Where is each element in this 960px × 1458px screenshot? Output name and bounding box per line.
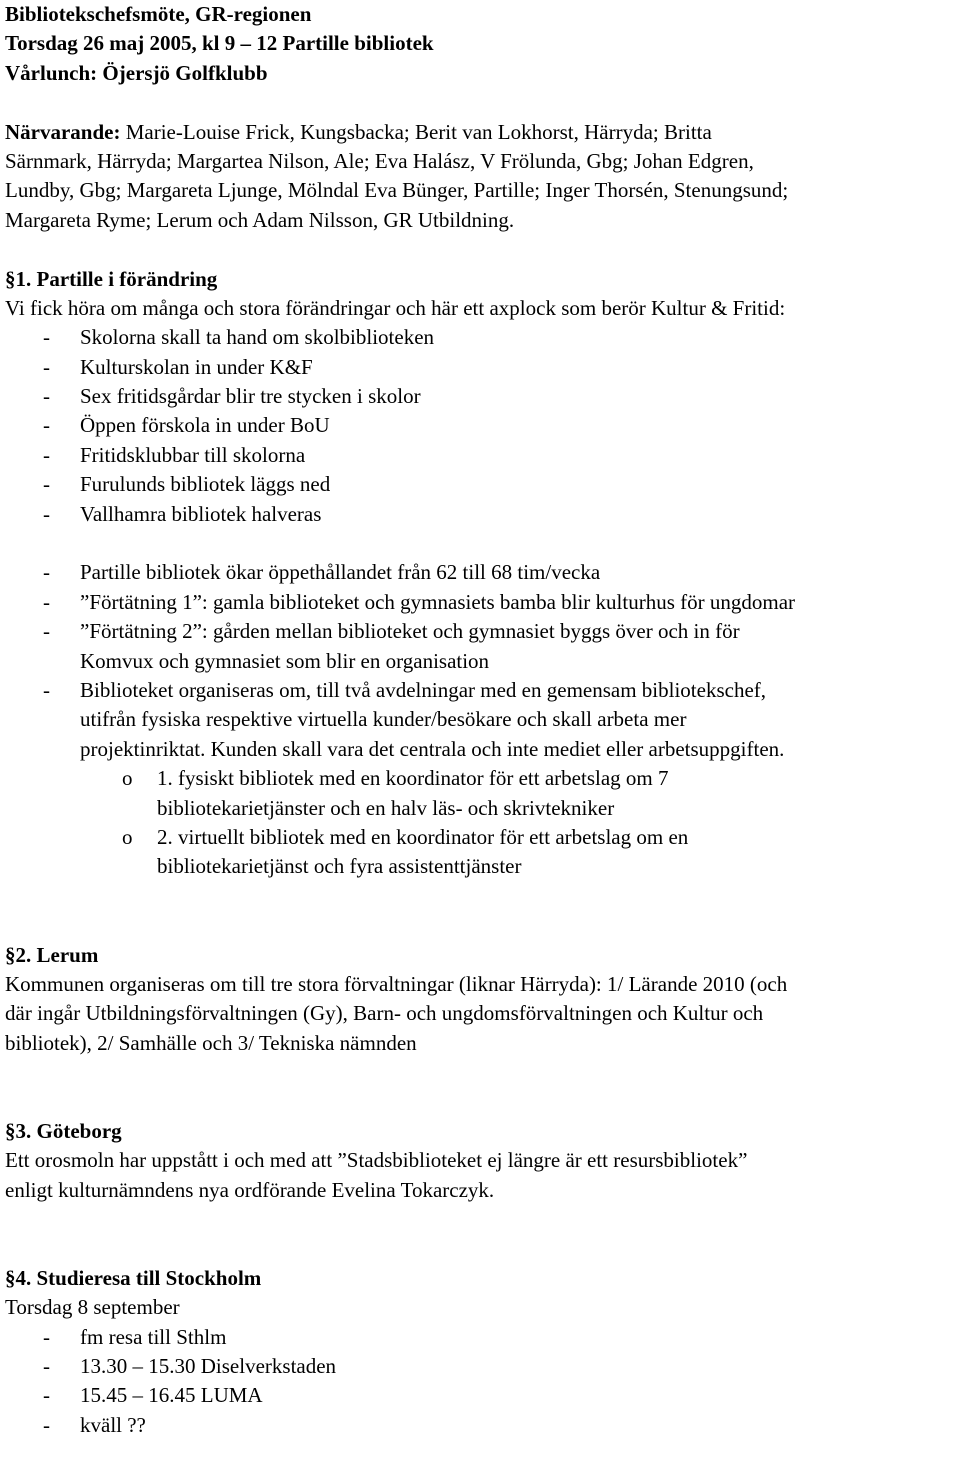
section-1-heading: §1. Partille i förändring <box>5 266 218 291</box>
sub-list-item: o 1. fysiskt bibliotek med en koordinator för ett arbetslag om 7 <box>5 764 960 793</box>
section-1-list-a <box>5 323 960 529</box>
list-item: - ”Förtätning 2”: gården mellan biblioteket och gymnasiet byggs över och in för <box>43 619 740 644</box>
list-item: - Biblioteket organiseras om, till två avdelningar med en gemensam bibliotekschef, <box>43 677 767 702</box>
section-4-heading: §4. Studieresa till Stockholm <box>5 1265 262 1290</box>
lunch-location: Vårlunch: Öjersjö Golfklubb <box>5 60 268 85</box>
list-item: - fm resa till Sthlm <box>43 1324 227 1349</box>
list-item: - 15.45 – 16.45 LUMA <box>43 1383 263 1408</box>
list-item: - Furulunds bibliotek läggs ned <box>43 472 331 497</box>
section-1-list-b <box>5 558 960 881</box>
list-item-continuation: utifrån fysiska respektive virtuella kunder/besökare och skall arbeta mer <box>80 707 687 732</box>
section-3-text: enligt kulturnämndens nya ordförande Evelina Tokarczyk. <box>5 1177 495 1202</box>
meeting-date: Torsdag 26 maj 2005, kl 9 – 12 Partille bibliotek <box>5 31 434 56</box>
circle-bullet-icon: o <box>122 824 133 849</box>
list-item: - Partille bibliotek ökar öppethållandet från 62 till 68 tim/vecka <box>43 560 601 585</box>
list-item: - Kulturskolan in under K&F <box>43 354 313 379</box>
sub-list-item-continuation: bibliotekarietjänst och fyra assistenttjänster <box>157 854 522 879</box>
section-1-intro: Vi fick höra om många och stora förändringar och här ett axplock som berör Kultur & Fritid: <box>5 295 786 320</box>
list-item-continuation: Komvux och gymnasiet som blir en organisation <box>80 648 490 673</box>
list-item: - Vallhamra bibliotek halveras <box>43 501 322 526</box>
section-4-date: Torsdag 8 september <box>5 1295 180 1320</box>
circle-bullet-icon: o <box>122 766 133 791</box>
list-item: - ”Förtätning 1”: gamla biblioteket och gymnasiets bamba blir kulturhus för ungdomar <box>43 589 796 614</box>
attendees-line-1: Närvarande: Marie-Louise Frick, Kungsbacka; Berit van Lokhorst, Härryda; Britta <box>5 119 712 144</box>
list-item: - Fritidsklubbar till skolorna <box>43 442 306 467</box>
section-3-text: Ett orosmoln har uppstått i och med att ”Stadsbiblioteket ej längre är ett resursbibliotek” <box>5 1148 748 1173</box>
attendees-line-4: Margareta Ryme; Lerum och Adam Nilsson, GR Utbildning. <box>5 207 515 232</box>
section-2-text: där ingår Utbildningsförvaltningen (Gy), Barn- och ungdomsförvaltningen och Kultur och <box>5 1001 764 1026</box>
section-3-heading: §3. Göteborg <box>5 1118 122 1143</box>
meeting-title: Bibliotekschefsmöte, GR-regionen <box>5 2 312 26</box>
list-item: - Skolorna skall ta hand om skolbiblioteken <box>43 325 435 350</box>
list-item: - Sex fritidsgårdar blir tre stycken i skolor <box>43 384 421 409</box>
attendees-label: Närvarande: <box>5 119 121 144</box>
list-item: - 13.30 – 15.30 Diselverkstaden <box>43 1353 337 1378</box>
attendees-line-2: Särnmark, Härryda; Margartea Nilson, Ale; Eva Halász, V Frölunda, Gbg; Johan Edgren, <box>5 148 754 173</box>
section-2-text: bibliotek), 2/ Samhälle och 3/ Tekniska nämnden <box>5 1030 417 1055</box>
section-2-text: Kommunen organiseras om till tre stora förvaltningar (liknar Härryda): 1/ Lärande 2010 (och <box>5 971 788 996</box>
sub-list-item-continuation: bibliotekarietjänster och en halv läs- och skrivtekniker <box>157 795 615 820</box>
attendees-line-3: Lundby, Gbg; Margareta Ljunge, Mölndal Eva Bünger, Partille; Inger Thorsén, Stenungsund; <box>5 178 789 203</box>
list-item-continuation: projektinriktat. Kunden skall vara det centrala och inte mediet eller arbetsuppgiften. <box>80 736 785 761</box>
sub-list-item: o 2. virtuellt bibliotek med en koordinator för ett arbetslag om en <box>5 823 960 852</box>
section-2-heading: §2. Lerum <box>5 942 99 967</box>
list-item: - Öppen förskola in under BoU <box>43 413 330 438</box>
list-item: - kväll ?? <box>43 1412 146 1437</box>
